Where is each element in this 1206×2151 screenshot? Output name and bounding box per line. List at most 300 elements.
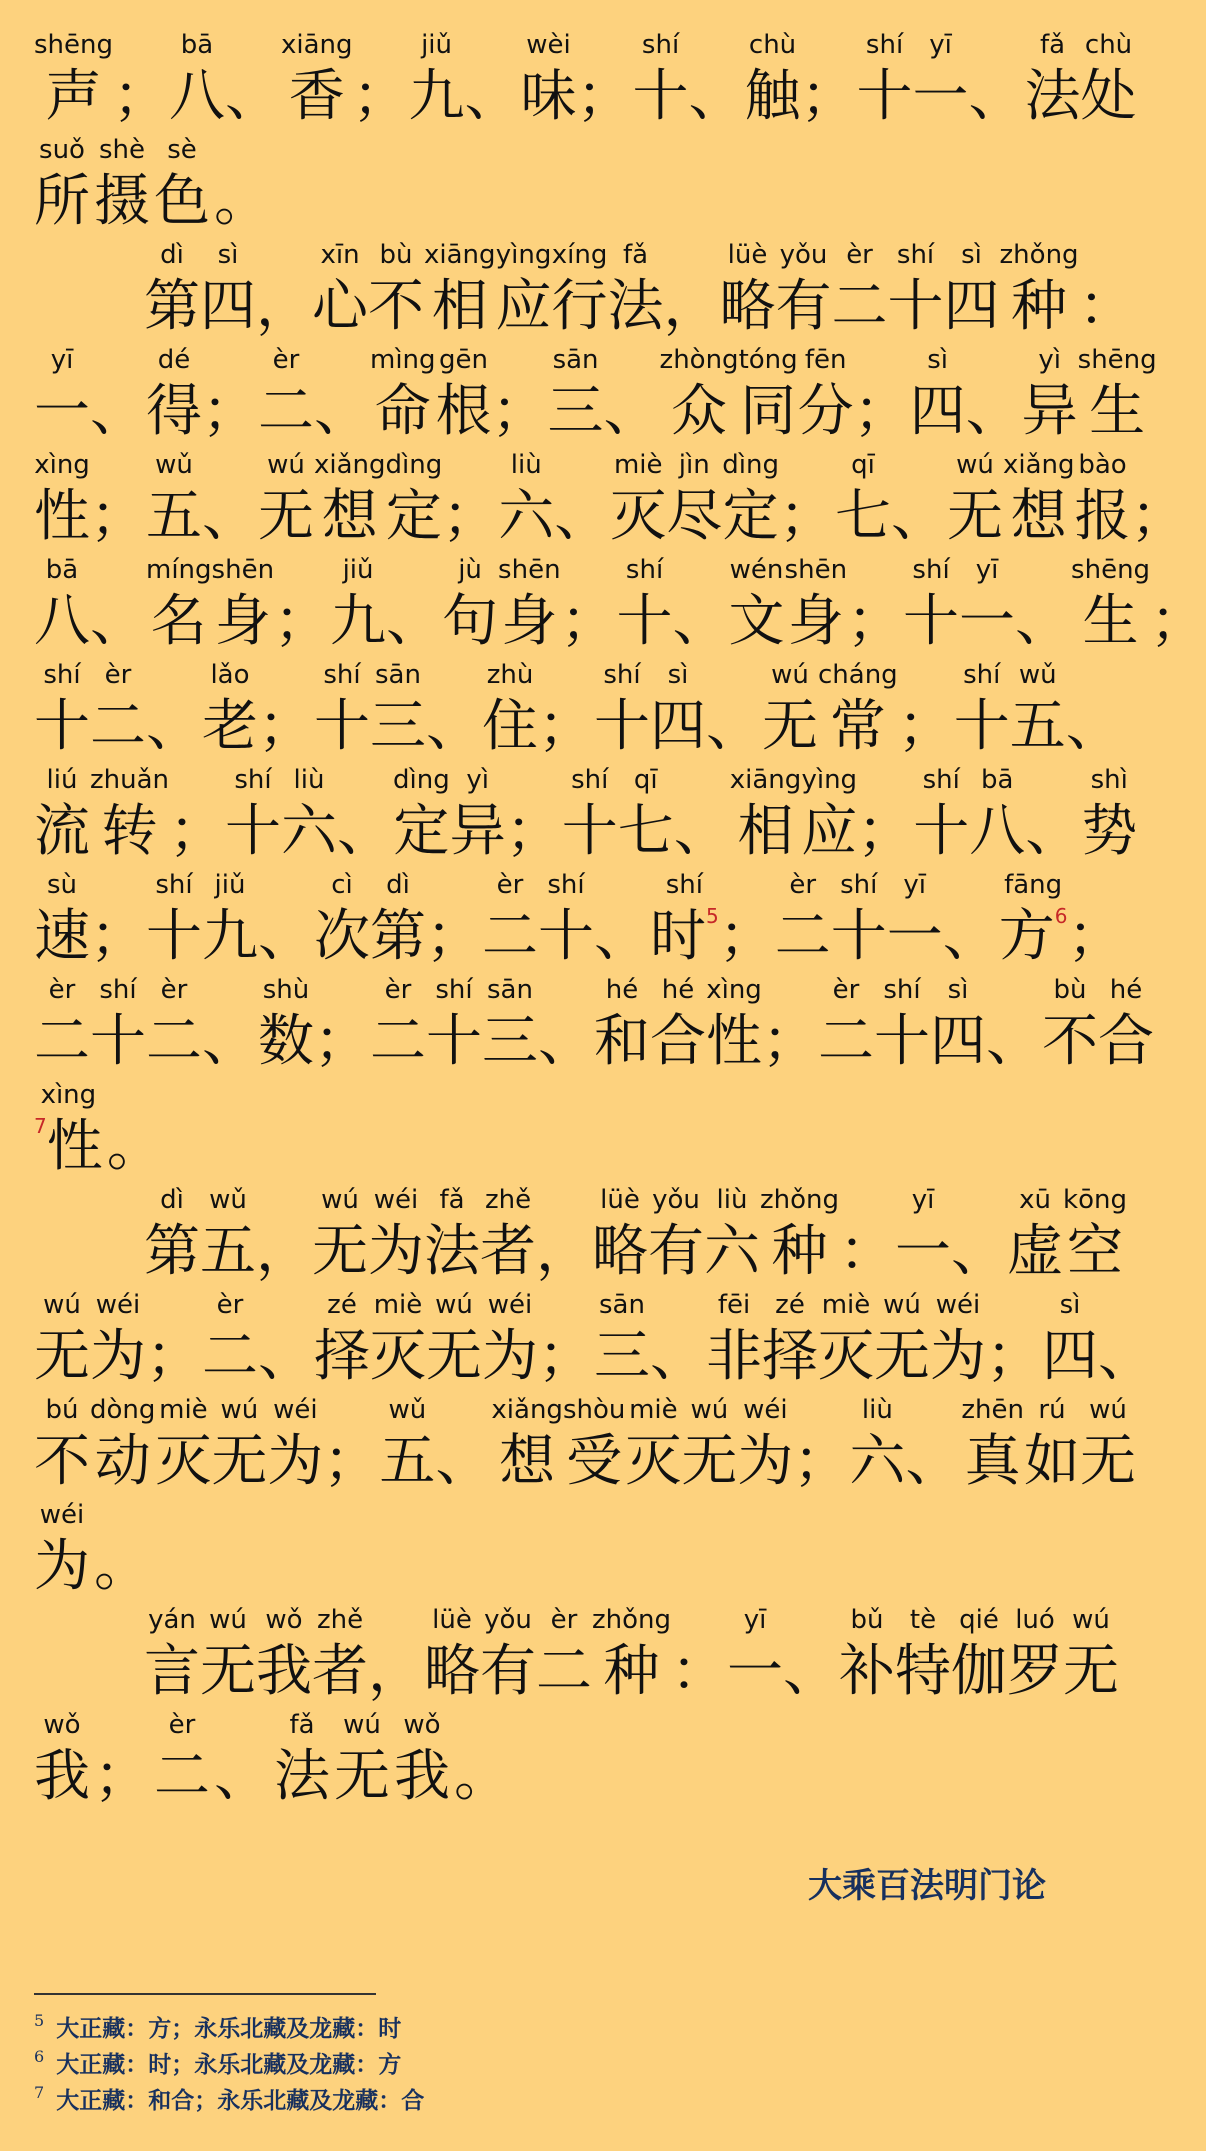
character-unit [617, 555, 673, 659]
pinyin: fǎ [1040, 30, 1066, 60]
pinyin: wǔ [1018, 660, 1057, 690]
hanzi [592, 1215, 648, 1289]
hanzi-char: 无 [200, 1639, 256, 1704]
hanzi-char: 生 [1082, 589, 1139, 654]
character-unit [34, 975, 90, 1079]
character-unit [144, 240, 200, 344]
character-unit [608, 240, 664, 344]
hanzi [1010, 690, 1066, 764]
hanzi-char: 不 [34, 1429, 90, 1494]
hanzi-char: 处 [1080, 64, 1137, 129]
hanzi [258, 690, 314, 764]
pinyin: xiǎng [1002, 450, 1075, 480]
text-line [34, 765, 1138, 869]
hanzi-char: 种 [771, 1219, 828, 1284]
hanzi [426, 900, 482, 974]
pinyin: shí [323, 660, 361, 690]
hanzi-char: 有 [480, 1639, 536, 1704]
hanzi-char: 相 [737, 799, 794, 864]
hanzi [618, 795, 674, 869]
pinyin: sān [375, 660, 421, 690]
hanzi [801, 60, 857, 134]
hanzi [202, 375, 258, 449]
hanzi [548, 375, 604, 449]
hanzi [1007, 1215, 1063, 1289]
pinyin: zé [775, 1290, 805, 1320]
hanzi [480, 1635, 536, 1709]
hanzi-char: 、 [214, 1744, 270, 1809]
hanzi [258, 375, 314, 449]
hanzi-char: 和 [594, 1009, 650, 1074]
character-unit [426, 975, 482, 1079]
hanzi-char: 、 [1098, 1324, 1154, 1389]
hanzi [1079, 270, 1135, 344]
character-unit [538, 660, 594, 764]
hanzi [113, 60, 169, 134]
character-unit [34, 555, 90, 659]
hanzi-char: 文 [728, 589, 785, 654]
hanzi [650, 900, 719, 974]
hanzi-char: 性 [46, 1114, 103, 1179]
hanzi-char: 灭 [610, 484, 667, 549]
hanzi [536, 1635, 592, 1709]
character-unit [762, 975, 818, 1079]
hanzi [146, 480, 202, 554]
hanzi-char: 十 [225, 799, 282, 864]
hanzi [830, 690, 886, 764]
pinyin: èr [104, 660, 132, 690]
character-unit [727, 1605, 783, 1709]
hanzi [959, 585, 1015, 659]
character-unit [258, 1290, 314, 1394]
hanzi [94, 1530, 150, 1604]
pinyin: fēn [804, 345, 847, 375]
character-unit [874, 975, 930, 1079]
pinyin: wéi [373, 1185, 419, 1215]
hanzi-char: ； [718, 904, 775, 969]
hanzi-char: 、 [986, 1009, 1042, 1074]
hanzi-char: ； [1067, 904, 1124, 969]
text-line [34, 870, 1124, 974]
character-unit [498, 450, 554, 554]
footnote-marker: 7 [34, 1114, 47, 1138]
hanzi [891, 480, 947, 554]
pinyin: liú [46, 765, 78, 795]
hanzi [154, 165, 210, 239]
character-unit [314, 975, 370, 1079]
pinyin: tè [909, 1605, 937, 1635]
hanzi-char: 无 [211, 1429, 268, 1494]
hanzi [46, 60, 102, 134]
pinyin: lüè [727, 240, 768, 270]
hanzi-char: 二 [258, 379, 314, 444]
hanzi-char: 我 [256, 1639, 312, 1704]
character-unit [314, 450, 386, 554]
hanzi [1007, 1635, 1063, 1709]
hanzi-char: 想 [499, 1429, 556, 1494]
character-unit [90, 765, 169, 869]
footnote-marker: 5 [706, 904, 719, 928]
hanzi-char: 异 [449, 799, 506, 864]
text-line [34, 1080, 1046, 1184]
character-unit [368, 1185, 424, 1289]
footnote-number: 6 [34, 2047, 45, 2066]
hanzi [762, 690, 818, 764]
character-unit [202, 975, 258, 1079]
character-unit [779, 450, 835, 554]
hanzi-char: 定 [722, 484, 779, 549]
character-unit [739, 345, 798, 449]
text-line [34, 1500, 1046, 1604]
pinyin: shí [571, 765, 609, 795]
hanzi-char: 住 [482, 694, 538, 759]
pinyin: shù [262, 975, 310, 1005]
hanzi-char: 、 [386, 589, 443, 654]
hanzi-char: 无 [426, 1324, 482, 1389]
pinyin: liù [293, 765, 325, 795]
character-unit [370, 870, 426, 974]
pinyin: èr [216, 1290, 244, 1320]
hanzi [706, 1005, 762, 1079]
hanzi [370, 690, 426, 764]
hanzi [1025, 60, 1081, 134]
pinyin: jiǔ [342, 555, 374, 585]
character-unit [1150, 555, 1206, 659]
footnote-5 [34, 2010, 401, 2043]
hanzi-char: 三 [594, 1324, 650, 1389]
hanzi [857, 795, 913, 869]
character-unit [1098, 1290, 1154, 1394]
character-unit [34, 1500, 90, 1604]
hanzi-char: 生 [1089, 379, 1146, 444]
hanzi [312, 1215, 368, 1289]
hanzi-char: 言 [144, 1639, 200, 1704]
character-unit [154, 1710, 210, 1814]
pinyin: yìng [495, 240, 552, 270]
hanzi-char: 次 [314, 904, 370, 969]
pinyin: wǔ [209, 1185, 247, 1215]
pinyin: hé [661, 975, 695, 1005]
hanzi [1081, 60, 1137, 134]
hanzi [1011, 270, 1067, 344]
pinyin: xìng [34, 450, 90, 480]
pinyin: bā [981, 765, 1014, 795]
hanzi [144, 1215, 200, 1289]
character-unit [1071, 555, 1150, 659]
character-unit [706, 660, 762, 764]
character-unit [258, 345, 314, 449]
character-unit [498, 555, 561, 659]
hanzi-char: 灭 [155, 1429, 212, 1494]
character-unit [169, 765, 225, 869]
hanzi-char: 无 [1079, 1429, 1136, 1494]
character-unit [730, 765, 802, 869]
character-unit [90, 1290, 146, 1394]
hanzi-char: ； [857, 799, 914, 864]
pinyin: yī [50, 345, 74, 375]
hanzi-char: 分 [797, 379, 854, 444]
pinyin: shí [155, 870, 193, 900]
hanzi-char: 二 [202, 1324, 258, 1389]
character-unit [986, 975, 1042, 1079]
character-unit [831, 870, 887, 974]
hanzi [353, 60, 409, 134]
character-unit [1042, 975, 1098, 1079]
hanzi-char: ； [94, 1744, 150, 1809]
hanzi [146, 690, 202, 764]
character-unit [34, 450, 90, 554]
hanzi [151, 585, 207, 659]
hanzi-char: 合 [1098, 1009, 1154, 1074]
hanzi-char: 、 [258, 1324, 314, 1389]
hanzi-char: 十 [314, 694, 370, 759]
hanzi [762, 1320, 818, 1394]
pinyin: bǔ [850, 1605, 884, 1635]
hanzi-char: 有 [648, 1219, 704, 1284]
hanzi-char: 为 [368, 1219, 424, 1284]
hanzi-char: ， [368, 1639, 424, 1704]
character-unit [144, 1605, 200, 1709]
pinyin: zhù [486, 660, 534, 690]
hanzi-char: 一 [912, 64, 969, 129]
hanzi-char: 常 [829, 694, 886, 759]
pinyin: wǒ [403, 1710, 441, 1740]
hanzi [90, 585, 146, 659]
hanzi-char: 、 [783, 1639, 840, 1704]
pinyin: hé [1109, 975, 1143, 1005]
hanzi [289, 60, 345, 134]
footnote-text: 大正藏：时；永乐北藏及龙藏：方 [56, 2051, 402, 2078]
character-unit [594, 1290, 650, 1394]
character-unit [312, 240, 368, 344]
character-unit [314, 345, 370, 449]
hanzi [200, 1215, 256, 1289]
hanzi [202, 900, 258, 974]
hanzi-char: 触 [744, 64, 801, 129]
hanzi [625, 1425, 681, 1499]
hanzi-char: 第 [144, 274, 200, 339]
character-unit [90, 870, 146, 974]
hanzi [225, 795, 281, 869]
hanzi-char: 、 [202, 484, 258, 549]
pinyin: wú [43, 1290, 81, 1320]
pinyin: shí [922, 765, 960, 795]
hanzi [368, 270, 424, 344]
hanzi [435, 1425, 491, 1499]
hanzi [857, 60, 913, 134]
character-unit [874, 1290, 930, 1394]
character-unit [436, 345, 492, 449]
pinyin: zhě [316, 1605, 364, 1635]
character-unit [538, 870, 594, 974]
hanzi [214, 1740, 270, 1814]
pinyin: yǒu [779, 240, 828, 270]
pinyin: wǔ [155, 450, 193, 480]
hanzi [538, 1320, 594, 1394]
character-unit [986, 1290, 1042, 1394]
hanzi [762, 1005, 818, 1079]
hanzi [650, 690, 706, 764]
text-line [34, 450, 1187, 554]
pinyin: shēng [34, 30, 114, 60]
hanzi [368, 1215, 424, 1289]
hanzi-char: 、 [905, 1429, 962, 1494]
hanzi-char: ； [986, 1324, 1042, 1389]
character-unit [650, 870, 719, 974]
character-unit [146, 870, 202, 974]
character-unit [762, 660, 818, 764]
character-unit [801, 30, 857, 134]
character-unit [762, 1290, 818, 1394]
hanzi [1083, 585, 1139, 659]
character-unit [314, 870, 370, 974]
hanzi [577, 60, 633, 134]
pinyin: wéi [487, 1290, 533, 1320]
footnote-divider [34, 1993, 376, 1995]
character-unit [281, 765, 337, 869]
pinyin: wéi [273, 1395, 318, 1425]
hanzi [969, 795, 1025, 869]
hanzi [34, 1425, 90, 1499]
hanzi-char: 一 [959, 589, 1016, 654]
hanzi [552, 270, 608, 344]
hanzi [965, 1425, 1021, 1499]
character-unit [594, 975, 650, 1079]
character-unit [267, 1395, 323, 1499]
character-unit [1024, 1395, 1080, 1499]
hanzi-char: 为 [737, 1429, 794, 1494]
character-unit [169, 30, 225, 134]
pinyin: wèi [526, 30, 571, 60]
hanzi-char: 、 [538, 1009, 594, 1074]
hanzi [898, 690, 954, 764]
hanzi [90, 690, 146, 764]
hanzi-char: 非 [706, 1324, 762, 1389]
hanzi-char: 法 [1024, 64, 1081, 129]
hanzi [393, 795, 449, 869]
pinyin: sì [947, 975, 969, 1005]
character-unit [482, 975, 538, 1079]
character-unit [793, 1395, 849, 1499]
hanzi-char: 四 [1042, 1324, 1098, 1389]
pinyin: xiāng [424, 240, 496, 270]
hanzi-char: 我 [34, 1744, 90, 1809]
hanzi-char: 、 [258, 904, 314, 969]
hanzi-char: 伽 [951, 1639, 1008, 1704]
pinyin: xū [1019, 1185, 1051, 1215]
character-unit [90, 975, 146, 1079]
hanzi-char: 、 [202, 1009, 258, 1074]
text-line [34, 135, 1046, 239]
pinyin: èr [846, 240, 873, 270]
pinyin: xīn [320, 240, 360, 270]
character-unit [426, 660, 482, 764]
character-unit [1025, 765, 1081, 869]
pinyin: yì [1038, 345, 1061, 375]
pinyin: zé [327, 1290, 357, 1320]
hanzi-char: ； [113, 64, 170, 129]
text-line [34, 660, 1122, 764]
pinyin: shí [435, 975, 473, 1005]
character-unit [561, 555, 617, 659]
character-unit [154, 135, 210, 239]
hanzi-char: ； [538, 694, 594, 759]
hanzi [426, 1320, 482, 1394]
text-line [144, 1605, 1120, 1709]
hanzi [650, 1005, 706, 1079]
hanzi-char: 三 [547, 379, 604, 444]
character-unit [214, 135, 270, 239]
hanzi [664, 270, 720, 344]
hanzi-char: ： [1078, 274, 1135, 339]
character-unit [200, 240, 256, 344]
hanzi [521, 60, 577, 134]
hanzi [314, 1005, 370, 1079]
hanzi [986, 1005, 1042, 1079]
hanzi [706, 1320, 762, 1394]
text-line [34, 1395, 1136, 1499]
pinyin: shì [1090, 765, 1128, 795]
hanzi [594, 1005, 650, 1079]
hanzi [34, 1530, 90, 1604]
hanzi-char: 想 [321, 484, 378, 549]
hanzi-char: 身 [501, 589, 558, 654]
hanzi-char: 略 [719, 274, 776, 339]
character-unit [577, 30, 633, 134]
pinyin: bā [180, 30, 214, 60]
character-unit [961, 1395, 1024, 1499]
hanzi [887, 900, 943, 974]
character-unit [951, 1185, 1007, 1289]
hanzi-char: 二 [774, 904, 831, 969]
character-unit [903, 555, 959, 659]
character-unit [592, 1605, 671, 1709]
hanzi [617, 585, 673, 659]
hanzi-char: 尽 [666, 484, 723, 549]
hanzi [874, 1320, 930, 1394]
pinyin: sān [599, 1290, 645, 1320]
character-unit [225, 765, 281, 869]
hanzi [482, 690, 538, 764]
hanzi-char: 为 [267, 1429, 324, 1494]
hanzi-char: 十 [426, 1009, 482, 1074]
hanzi [903, 585, 959, 659]
character-unit [745, 30, 801, 134]
character-unit [1075, 450, 1131, 554]
hanzi [943, 900, 999, 974]
hanzi [818, 1005, 874, 1079]
pinyin: shí [99, 975, 137, 1005]
pinyin: zhǒng [760, 1185, 840, 1215]
hanzi-char: 五 [379, 1429, 436, 1494]
hanzi [312, 1635, 368, 1709]
hanzi-char: 、 [890, 484, 947, 549]
character-unit [258, 870, 314, 974]
pinyin: liù [861, 1395, 893, 1425]
character-unit [200, 1605, 256, 1709]
character-unit [90, 1395, 155, 1499]
hanzi-char: 所 [34, 169, 90, 234]
hanzi [671, 375, 727, 449]
hanzi-char: ； [323, 1429, 380, 1494]
hanzi-char: 灭 [818, 1324, 874, 1389]
pinyin: shí [896, 240, 935, 270]
character-unit [999, 870, 1068, 974]
hanzi [34, 795, 90, 869]
pinyin: sì [217, 240, 239, 270]
hanzi-char: ， [256, 1219, 312, 1284]
hanzi-char: 择 [762, 1324, 818, 1389]
